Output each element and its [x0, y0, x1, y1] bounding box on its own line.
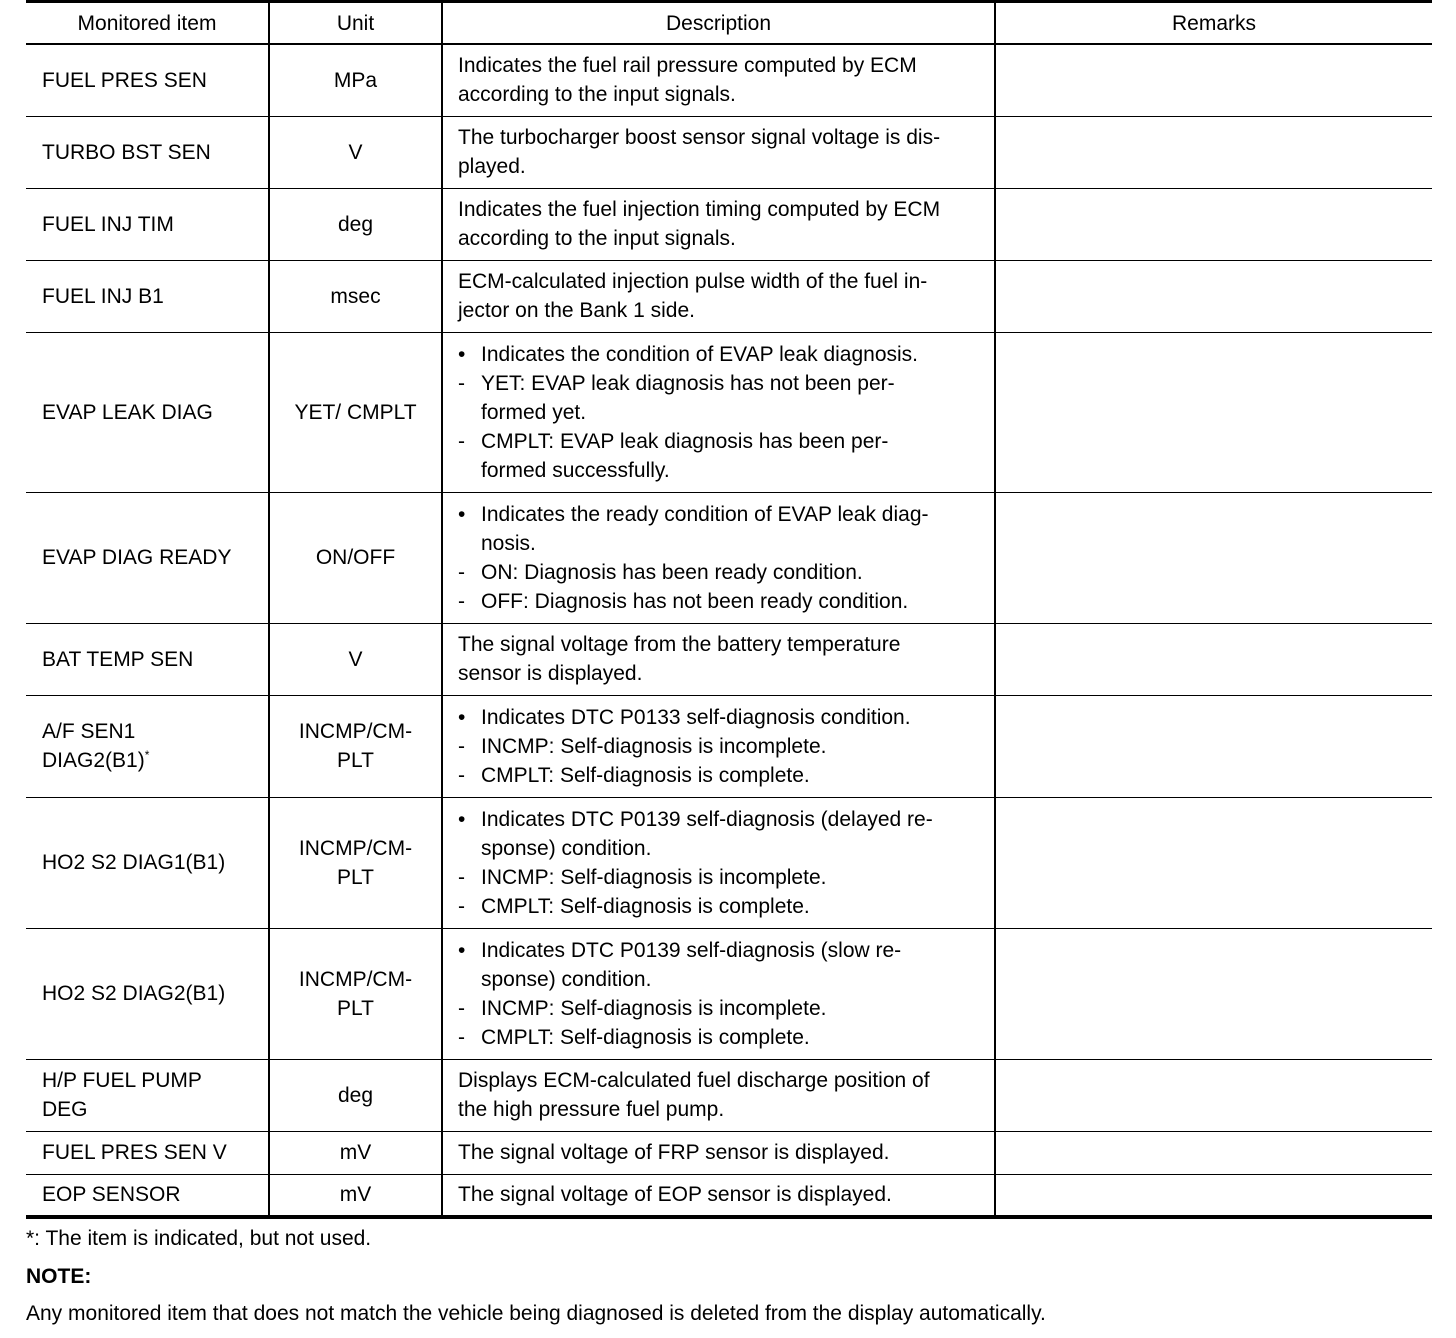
- cell-description: [442, 188, 995, 260]
- description-line: The signal voltage from the battery temperature: [458, 633, 901, 656]
- footnote: *: The item is indicated, but not used.: [26, 1227, 372, 1250]
- cell-unit: [269, 1174, 442, 1217]
- description-list-text: [481, 369, 986, 427]
- header-remarks: Remarks: [995, 2, 1432, 45]
- cell-unit: [269, 188, 442, 260]
- description-list-text: [481, 863, 986, 892]
- cell-description: [442, 1174, 995, 1217]
- description-list-text-line: INCMP: Self-diagnosis is incomplete.: [481, 865, 827, 889]
- cell-unit: [269, 623, 442, 695]
- bullet-icon: •: [458, 502, 466, 526]
- description-list-item: [458, 558, 986, 587]
- cell-remarks: [995, 492, 1432, 623]
- cell-description: [442, 623, 995, 695]
- item-name-line2: DIAG2(B1): [42, 749, 145, 772]
- item-name: H/P FUEL PUMP: [42, 1069, 202, 1092]
- dash-icon: -: [458, 996, 465, 1020]
- unit-value: deg: [337, 1083, 374, 1107]
- description-list-text-line: ON: Diagnosis has been ready condition.: [481, 560, 863, 584]
- header-unit: Unit: [269, 2, 442, 45]
- cell-remarks: [995, 116, 1432, 188]
- description-list-text: [481, 1023, 986, 1052]
- item-name-line2: DEG: [42, 1098, 88, 1121]
- note-text: Any monitored item that does not match the vehicle being diagnosed is deleted from the display automatically.: [26, 1302, 1046, 1325]
- cell-description: [442, 332, 995, 492]
- cell-description: [442, 116, 995, 188]
- cell-monitored-item: [26, 332, 269, 492]
- description-line: ECM-calculated injection pulse width of the fuel in-: [458, 270, 928, 293]
- description-list-item: [458, 500, 986, 558]
- item-name: HO2 S2 DIAG2(B1): [42, 982, 226, 1005]
- cell-remarks: [995, 1059, 1432, 1131]
- cell-remarks: [995, 695, 1432, 797]
- monitor-table: [26, 0, 1432, 1219]
- description-list-item: [458, 994, 986, 1023]
- cell-remarks: [995, 188, 1432, 260]
- cell-description: [442, 695, 995, 797]
- cell-unit: [269, 797, 442, 928]
- item-name: EVAP LEAK DIAG: [42, 400, 213, 424]
- unit-value: mV: [339, 1141, 372, 1164]
- dash-icon: -: [458, 429, 465, 453]
- description-list-item: [458, 892, 986, 921]
- description-list-text: [481, 500, 986, 558]
- item-name: FUEL INJ B1: [42, 284, 164, 308]
- description-line: Indicates the fuel rail pressure computed by ECM: [458, 54, 917, 78]
- cell-monitored-item: [26, 116, 269, 188]
- cell-unit: [269, 1131, 442, 1174]
- cell-remarks: [995, 332, 1432, 492]
- document-page: [26, 0, 1432, 1328]
- cell-unit: [269, 116, 442, 188]
- cell-description: [442, 797, 995, 928]
- dash-icon: -: [458, 560, 465, 584]
- description-line: the high pressure fuel pump.: [458, 1098, 725, 1121]
- cell-monitored-item: [26, 797, 269, 928]
- cell-unit: [269, 44, 442, 116]
- unit-value: INCMP/CM-: [298, 836, 413, 860]
- cell-description: [442, 928, 995, 1059]
- cell-remarks: [995, 260, 1432, 332]
- description-list-text: [481, 558, 986, 587]
- description-line: The signal voltage of EOP sensor is displayed.: [458, 1183, 892, 1207]
- unit-value: mV: [339, 1183, 372, 1207]
- description-list-text-line: YET: EVAP leak diagnosis has not been per-: [481, 371, 895, 395]
- cell-monitored-item: [26, 492, 269, 623]
- cell-monitored-item: [26, 623, 269, 695]
- cell-remarks: [995, 1131, 1432, 1174]
- table-header-row: [26, 2, 1432, 45]
- cell-description: [442, 1131, 995, 1174]
- description-list-text: [481, 587, 986, 616]
- description-list-text-line: sponse) condition.: [481, 836, 652, 860]
- description-list-text: [481, 805, 986, 863]
- cell-remarks: [995, 797, 1432, 928]
- unit-value: ON/OFF: [315, 546, 396, 569]
- cell-unit: [269, 332, 442, 492]
- cell-unit: [269, 695, 442, 797]
- cell-description: [442, 44, 995, 116]
- bullet-icon: •: [458, 342, 466, 366]
- cell-monitored-item: [26, 928, 269, 1059]
- unit-value: YET/ CMPLT: [294, 400, 417, 424]
- description-list-text-line: formed successfully.: [481, 458, 670, 482]
- description-line: The turbocharger boost sensor signal voltage is dis-: [458, 126, 941, 149]
- table-row: [26, 332, 1432, 492]
- description-list-item: [458, 805, 986, 863]
- cell-remarks: [995, 623, 1432, 695]
- table-row: [26, 695, 1432, 797]
- cell-monitored-item: [26, 1059, 269, 1131]
- description-list-text-line: CMPLT: Self-diagnosis is complete.: [481, 1025, 810, 1049]
- unit-value: MPa: [333, 68, 378, 92]
- description-list-text: [481, 427, 986, 485]
- description-list-text-line: Indicates DTC P0139 self-diagnosis (slow re-: [481, 938, 902, 962]
- description-list-item: [458, 427, 986, 485]
- description-list-text-line: Indicates the condition of EVAP leak diagnosis.: [481, 342, 919, 366]
- cell-unit: [269, 928, 442, 1059]
- item-name: FUEL INJ TIM: [42, 212, 174, 236]
- item-name: BAT TEMP SEN: [42, 647, 194, 671]
- description-line: played.: [458, 155, 526, 178]
- item-name: HO2 S2 DIAG1(B1): [42, 851, 226, 874]
- unit-value-line2: PLT: [337, 865, 374, 889]
- header-monitored-item: Monitored item: [26, 2, 269, 45]
- table-row: [26, 1174, 1432, 1217]
- description-list-text-line: INCMP: Self-diagnosis is incomplete.: [481, 996, 827, 1020]
- cell-monitored-item: [26, 44, 269, 116]
- description-list-text-line: INCMP: Self-diagnosis is incomplete.: [481, 734, 827, 758]
- unit-value-line2: PLT: [337, 749, 374, 772]
- item-name: TURBO BST SEN: [42, 140, 211, 164]
- note-heading: NOTE:: [26, 1265, 92, 1288]
- description-list-text-line: CMPLT: Self-diagnosis is complete.: [481, 894, 810, 918]
- description-list-item: [458, 863, 986, 892]
- description-list-item: [458, 936, 986, 994]
- unit-value: INCMP/CM-: [298, 720, 413, 743]
- dash-icon: -: [458, 734, 465, 758]
- item-name: A/F SEN1: [42, 720, 136, 743]
- dash-icon: -: [458, 1025, 465, 1049]
- cell-unit: [269, 1059, 442, 1131]
- cell-monitored-item: [26, 1131, 269, 1174]
- cell-description: [442, 260, 995, 332]
- header-description: Description: [442, 2, 995, 45]
- description-line: Displays ECM-calculated fuel discharge position of: [458, 1069, 930, 1092]
- unit-value-line2: PLT: [337, 996, 374, 1020]
- unit-value: V: [348, 140, 363, 164]
- description-line: according to the input signals.: [458, 227, 736, 250]
- cell-monitored-item: [26, 260, 269, 332]
- description-list-item: [458, 1023, 986, 1052]
- bullet-icon: •: [458, 807, 466, 831]
- unit-value: deg: [337, 212, 374, 236]
- table-row: [26, 928, 1432, 1059]
- description-list-item: [458, 340, 986, 369]
- description-list-text-line: nosis.: [481, 531, 536, 555]
- table-row: [26, 188, 1432, 260]
- dash-icon: -: [458, 589, 465, 613]
- description-list-text: [481, 732, 986, 761]
- table-row: [26, 623, 1432, 695]
- dash-icon: -: [458, 763, 465, 787]
- description-list-item: [458, 732, 986, 761]
- item-name: FUEL PRES SEN V: [42, 1141, 227, 1164]
- description-list-text-line: Indicates DTC P0139 self-diagnosis (delayed re-: [481, 807, 933, 831]
- cell-remarks: [995, 928, 1432, 1059]
- description-list-text-line: CMPLT: Self-diagnosis is complete.: [481, 763, 810, 787]
- description-list-text-line: Indicates the ready condition of EVAP leak diag-: [481, 502, 929, 526]
- description-list-text: [481, 892, 986, 921]
- table-row: [26, 1131, 1432, 1174]
- table-row: [26, 260, 1432, 332]
- cell-remarks: [995, 44, 1432, 116]
- table-row: [26, 44, 1432, 116]
- description-list-text: [481, 936, 986, 994]
- cell-unit: [269, 260, 442, 332]
- cell-description: [442, 1059, 995, 1131]
- cell-monitored-item: [26, 188, 269, 260]
- bullet-icon: •: [458, 938, 466, 962]
- description-list-text-line: OFF: Diagnosis has not been ready condition.: [481, 589, 909, 613]
- description-list-item: [458, 369, 986, 427]
- item-name: FUEL PRES SEN: [42, 68, 207, 92]
- cell-monitored-item: [26, 695, 269, 797]
- unit-value: INCMP/CM-: [298, 967, 413, 991]
- table-row: [26, 1059, 1432, 1131]
- dash-icon: -: [458, 371, 465, 395]
- description-list-text-line: sponse) condition.: [481, 967, 652, 991]
- description-list-item: [458, 587, 986, 616]
- table-row: [26, 492, 1432, 623]
- description-line: according to the input signals.: [458, 83, 736, 107]
- description-list-text: [481, 340, 986, 369]
- description-list-text-line: formed yet.: [481, 400, 587, 424]
- bullet-icon: •: [458, 705, 466, 729]
- cell-unit: [269, 492, 442, 623]
- description-list-text: [481, 994, 986, 1023]
- item-name: EOP SENSOR: [42, 1183, 181, 1207]
- unit-value: V: [348, 647, 363, 671]
- description-list-item: [458, 761, 986, 790]
- description-list-text: [481, 761, 986, 790]
- description-list-text-line: Indicates DTC P0133 self-diagnosis condition.: [481, 705, 911, 729]
- asterisk-mark: *: [144, 748, 150, 762]
- description-list-item: [458, 703, 986, 732]
- dash-icon: -: [458, 894, 465, 918]
- cell-description: [442, 492, 995, 623]
- description-line: sensor is displayed.: [458, 662, 643, 685]
- unit-value: msec: [330, 284, 381, 308]
- cell-monitored-item: [26, 1174, 269, 1217]
- dash-icon: -: [458, 865, 465, 889]
- item-name: EVAP DIAG READY: [42, 546, 232, 569]
- description-list-text: [481, 703, 986, 732]
- description-line: The signal voltage of FRP sensor is displayed.: [458, 1141, 890, 1164]
- table-row: [26, 797, 1432, 928]
- table-row: [26, 116, 1432, 188]
- description-line: Indicates the fuel injection timing computed by ECM: [458, 198, 941, 221]
- description-list-text-line: CMPLT: EVAP leak diagnosis has been per-: [481, 429, 889, 453]
- description-line: jector on the Bank 1 side.: [458, 299, 695, 322]
- cell-remarks: [995, 1174, 1432, 1217]
